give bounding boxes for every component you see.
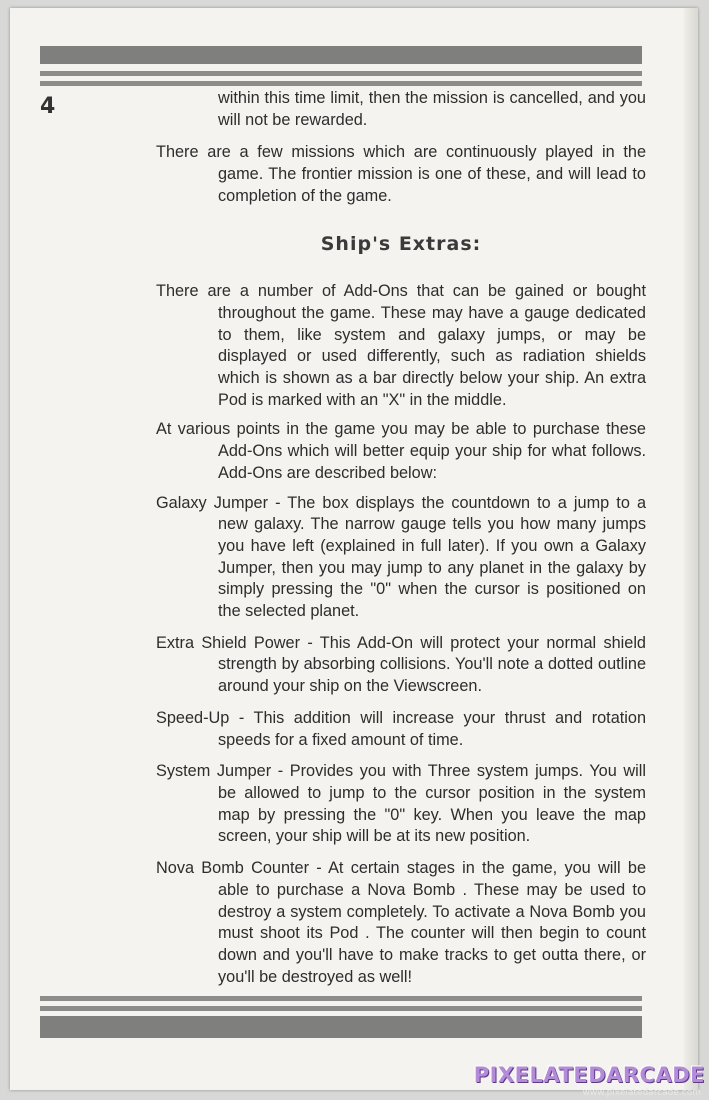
watermark-logo: PIXELATEDARCADE <box>473 1063 705 1087</box>
footer-band-thin-2 <box>40 1006 642 1011</box>
paragraph-nova-bomb: Nova Bomb Counter - At certain stages in the game, you will be able to purchase a Nova Bomb . These may be used to destroy a system completely. To activate a Nova Bomb you must shoot its Pod . The counter will then begin to count down and you'll have to make tracks to get outta there, or you'll be destroyed as well! <box>156 859 646 986</box>
paragraph-missions: There are a few missions which are continuously played in the game. The frontier mission is one of these, and will lead to completion of the game. <box>156 143 646 205</box>
paragraph-speed-up: Speed-Up - This addition will increase your thrust and rotation speeds for a fixed amount of time. <box>156 708 646 749</box>
footer-band-thick <box>40 1016 642 1038</box>
page-number: 4 <box>40 94 56 119</box>
section-heading: Ship's Extras: <box>320 232 482 255</box>
header-band-thin <box>40 71 642 76</box>
header-band-thick <box>40 46 642 64</box>
body-text <box>156 88 646 988</box>
page-spine-shadow <box>684 8 698 1090</box>
paragraph-galaxy-jumper: Galaxy Jumper - The box displays the countdown to a jump to a new galaxy. The narrow gauge tells you how many jumps you have left (explained in full later). If you own a Galaxy Jumper, then you may jump to any planet in the galaxy by simply pressing the "0" when the cursor is positioned on the selected planet. <box>156 493 646 621</box>
paragraph-continued: within this time limit, then the mission is cancelled, and you will not be rewarded. <box>218 89 646 129</box>
paragraph-purchase: At various points in the game you may be able to purchase these Add-Ons which will better equip your ship for what follows. Add-Ons are described below: <box>156 420 646 482</box>
watermark-url: www.pixelatedarcade.com <box>582 1088 701 1098</box>
manual-page <box>10 8 698 1090</box>
paragraph-system-jumper: System Jumper - Provides you with Three system jumps. You will be allowed to jump to the cursor position in the system map by pressing the "0" key. When you leave the map screen, your ship will be at its new position. <box>156 762 646 846</box>
paragraph-addons-intro: There are a number of Add-Ons that can be gained or bought throughout the game. These may have a gauge dedicated to them, like system and galaxy jumps, or may be displayed or used differently, such as radiation shields which is shown as a bar directly below your ship. An extra Pod is marked with an "X" in the middle. <box>156 282 646 409</box>
header-band-thin-2 <box>40 81 642 86</box>
footer-band-thin <box>40 996 642 1001</box>
paragraph-extra-shield: Extra Shield Power - This Add-On will protect your normal shield strength by absorbing collisions. You'll note a dotted outline around your ship on the Viewscreen. <box>156 633 646 696</box>
